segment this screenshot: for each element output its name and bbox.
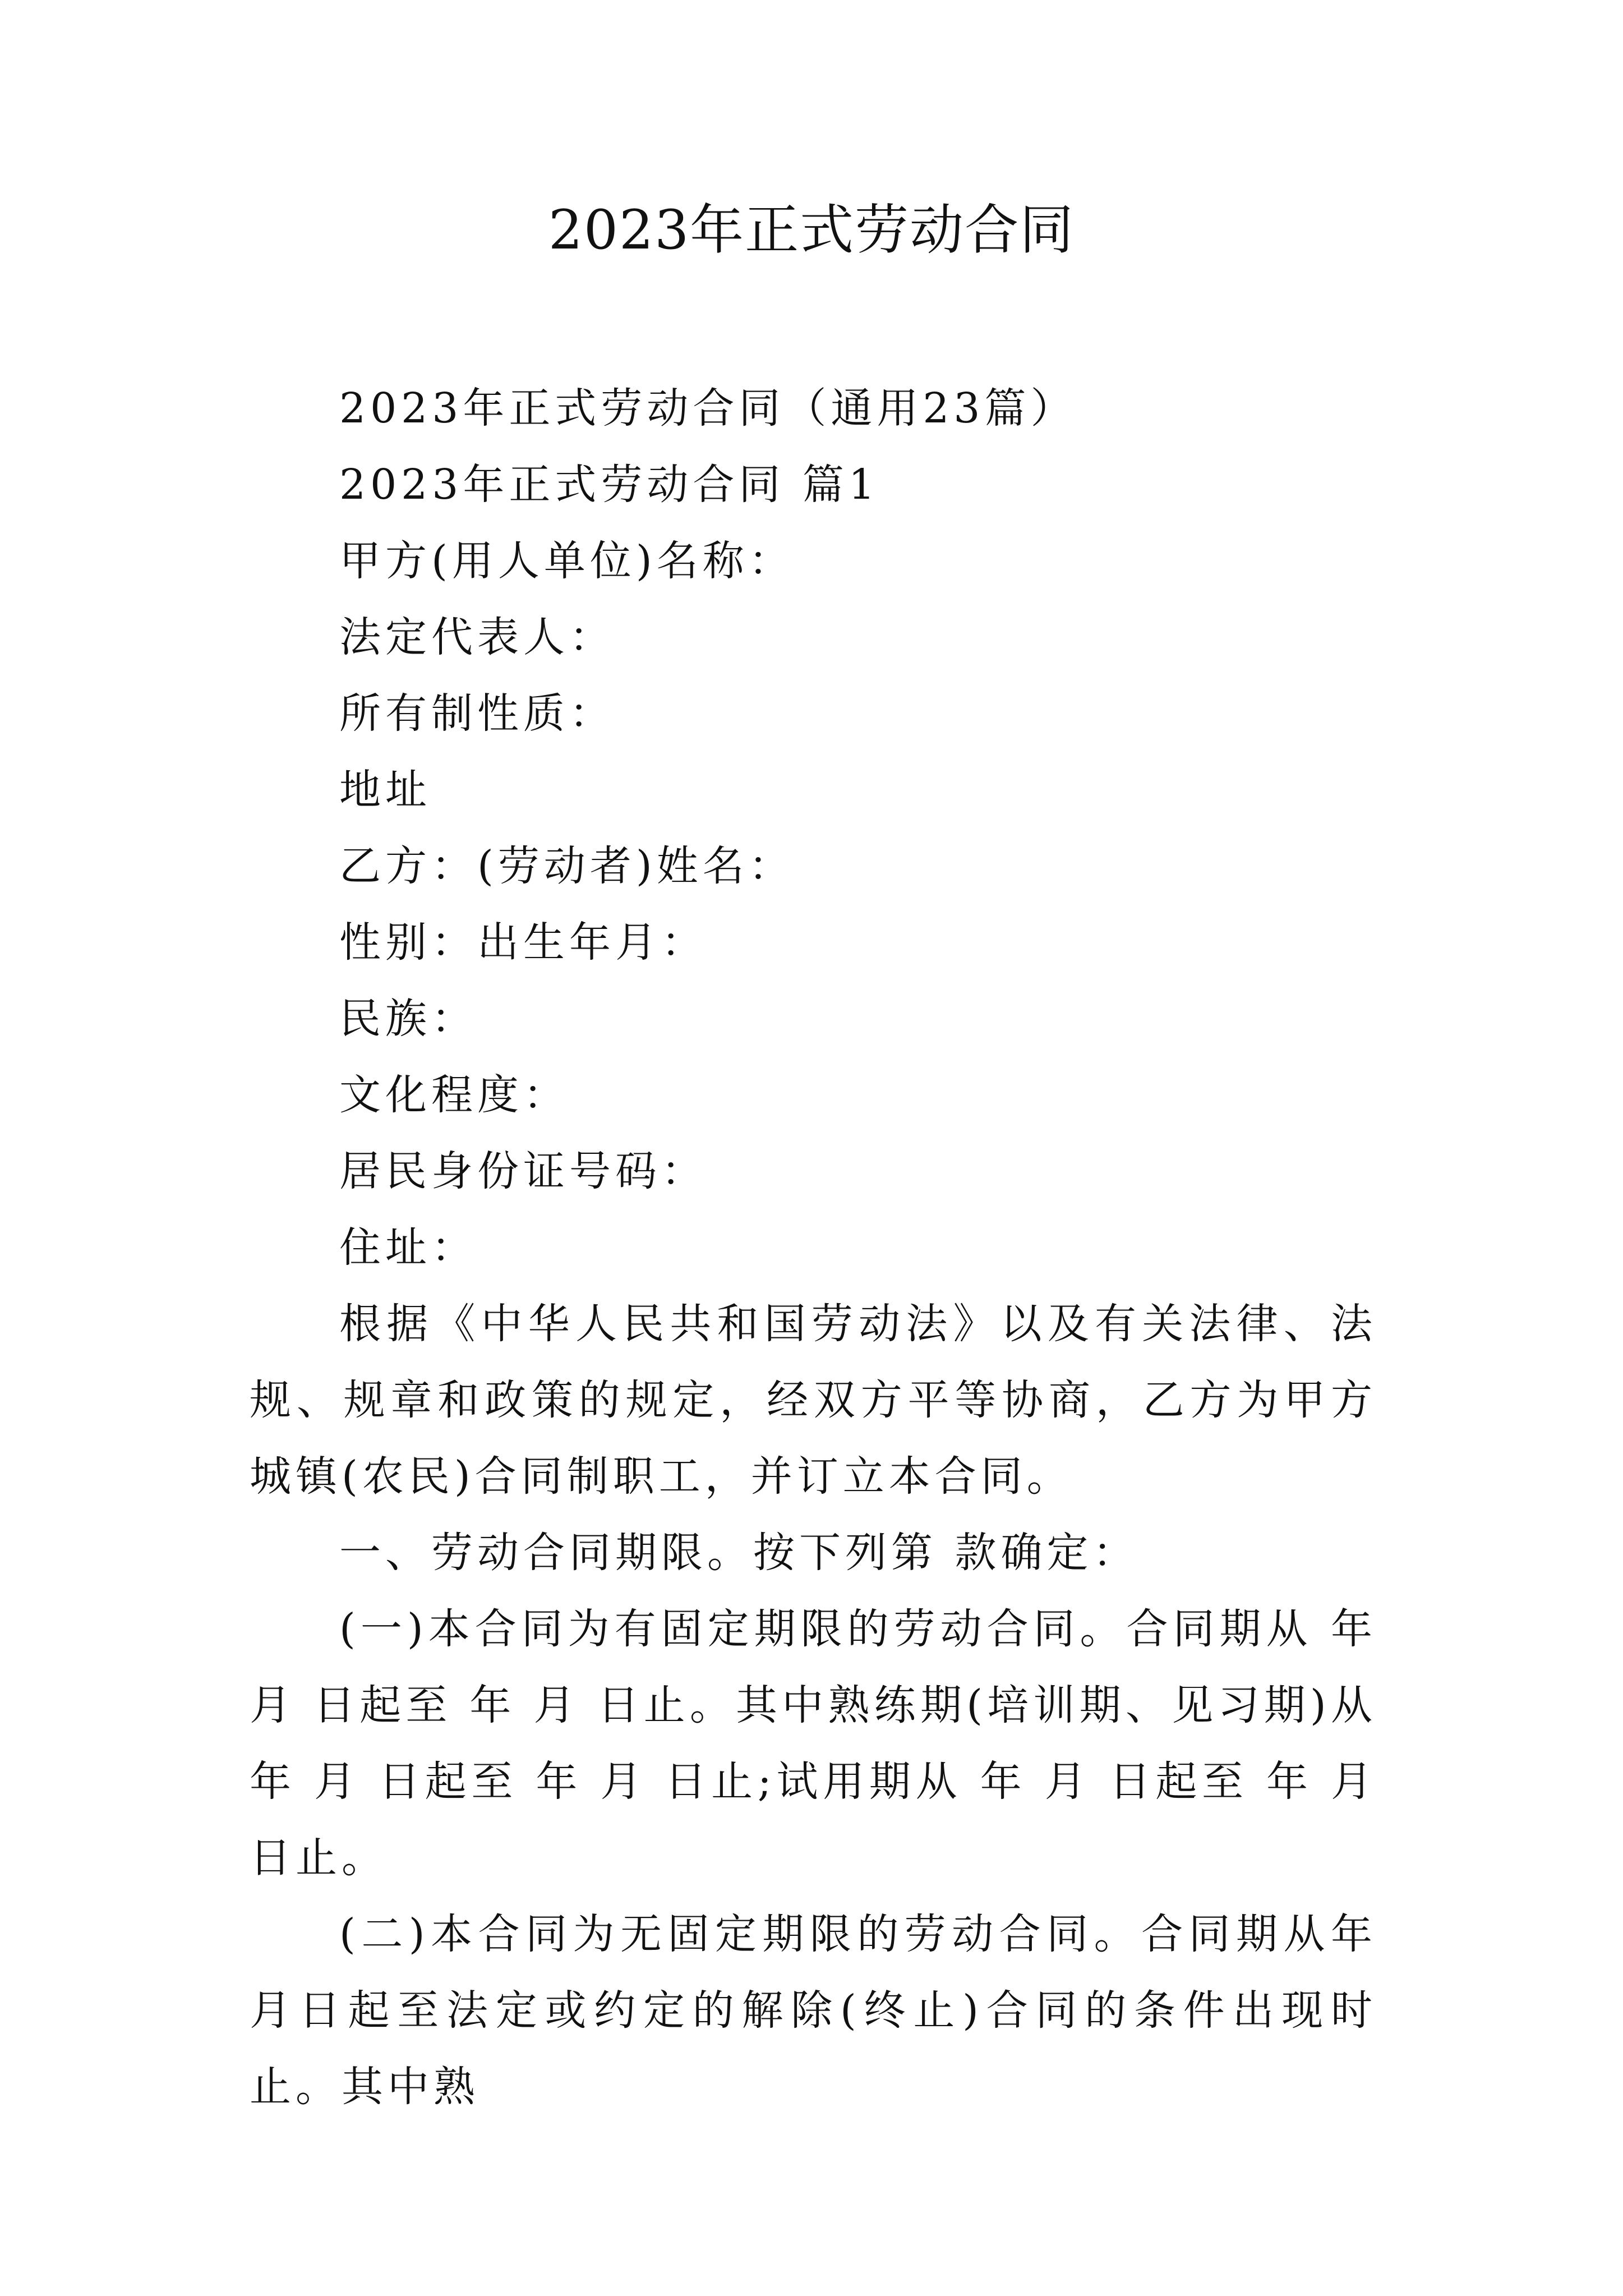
clause-term-heading: 一、劳动合同期限。按下列第 款确定： — [339, 1529, 1139, 1577]
gender-birth-field: 性别：出生年月： — [339, 918, 707, 967]
id-number-field: 居民身份证号码： — [339, 1147, 707, 1195]
ownership-type-field: 所有制性质： — [339, 689, 615, 738]
preamble-paragraph: 根据《中华人民共和国劳动法》以及有关法律、法规、规章和政策的规定，经双方平等协商，乙方为甲方城镇(农民)合同制职工，并订立本合同。 — [250, 1300, 1377, 1501]
section-heading: 2023年正式劳动合同 篇1 — [339, 461, 879, 509]
ethnicity-field: 民族： — [339, 995, 477, 1043]
party-b-name-field: 乙方：(劳动者)姓名： — [339, 842, 795, 890]
subtitle-line: 2023年正式劳动合同（通用23篇） — [339, 384, 1077, 432]
residence-field: 住址： — [339, 1223, 477, 1272]
party-a-name-field: 甲方(用人单位)名称： — [339, 537, 795, 585]
legal-representative-field: 法定代表人： — [339, 613, 615, 661]
address-field: 地址 — [339, 766, 431, 814]
document-title: 2023年正式劳动合同 — [548, 199, 1075, 261]
document-body — [250, 370, 1377, 2125]
clause-open-term: (二)本合同为无固定期限的劳动合同。合同期从年月日起至法定或约定的解除(终止)合同的条件出现时止。其中熟 — [250, 1910, 1377, 2111]
education-field: 文化程度： — [339, 1071, 569, 1119]
clause-fixed-term: (一)本合同为有固定期限的劳动合同。合同期从 年 月 日起至 年 月 日止。其中熟练期(培训期、见习期)从 年 月 日起至 年 月 日止;试用期从 年 月 日起至 年 月 日止。 — [250, 1605, 1377, 1882]
